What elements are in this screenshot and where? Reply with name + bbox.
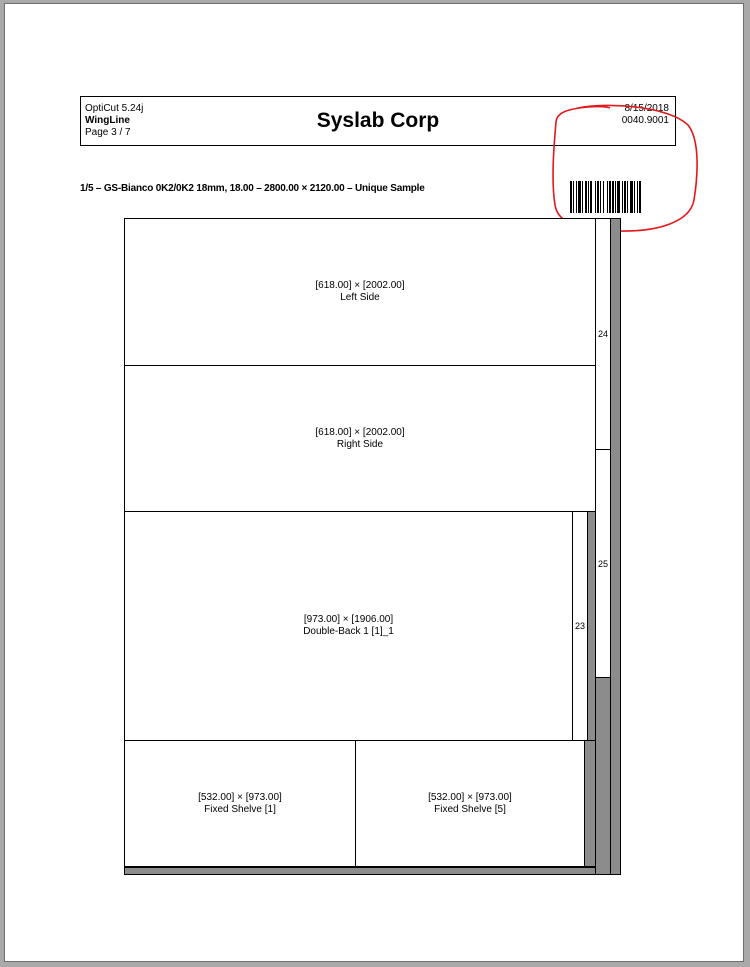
panel-dimensions: [618.00] × [2002.00] [315, 426, 405, 438]
waste-area-shelves [584, 740, 596, 867]
panel-name: Right Side [336, 438, 384, 450]
waste-area-right [610, 218, 621, 875]
company-title: Syslab Corp [316, 109, 440, 132]
panel-name: Double-Back 1 [1]_1 [303, 626, 394, 637]
panel-dimensions: [973.00] × [1906.00] [303, 614, 394, 625]
line-name: WingLine [85, 115, 130, 126]
page-number: Page 3 / 7 [85, 127, 131, 138]
panel-label [125, 427, 595, 451]
report-date: 8/15/2018 [624, 103, 669, 114]
app-version: OptiCut 5.24j [85, 103, 144, 114]
panel-label [125, 792, 355, 816]
panel-label [356, 792, 584, 816]
panel-right-side [124, 365, 596, 512]
sheet-title: 1/5 – GS-Bianco 0K2/0K2 18mm, 18.00 – 2800.00 × 2120.00 – Unique Sample [80, 183, 425, 194]
panel-fixed-shelve-5 [355, 740, 585, 867]
red-circle-annotation-icon [548, 100, 700, 235]
strip-24 [595, 218, 611, 450]
waste-area-double-back [587, 511, 596, 741]
panel-name: Left Side [340, 292, 380, 303]
panel-dimensions: [618.00] × [2002.00] [315, 280, 405, 291]
report-code: 0040.9001 [621, 115, 669, 126]
panel-dimensions: [532.00] × [973.00] [198, 791, 282, 803]
strip-25 [595, 449, 611, 678]
panel-label [125, 614, 572, 638]
strip-label: 25 [597, 558, 608, 569]
strip-23 [572, 511, 588, 741]
panel-double-back [124, 511, 573, 741]
panel-dimensions: [532.00] × [973.00] [428, 791, 512, 803]
panel-fixed-shelve-1 [124, 740, 356, 867]
panel-left-side [124, 218, 596, 366]
waste-area-strip [595, 677, 611, 875]
panel-name: Fixed Shelve [5] [434, 803, 506, 815]
cutting-sheet [124, 218, 621, 875]
waste-area-bottom [124, 867, 596, 875]
panel-label [125, 280, 595, 304]
panel-name: Fixed Shelve [1] [204, 803, 276, 815]
strip-label: 23 [574, 621, 585, 631]
strip-label: 24 [597, 329, 608, 339]
